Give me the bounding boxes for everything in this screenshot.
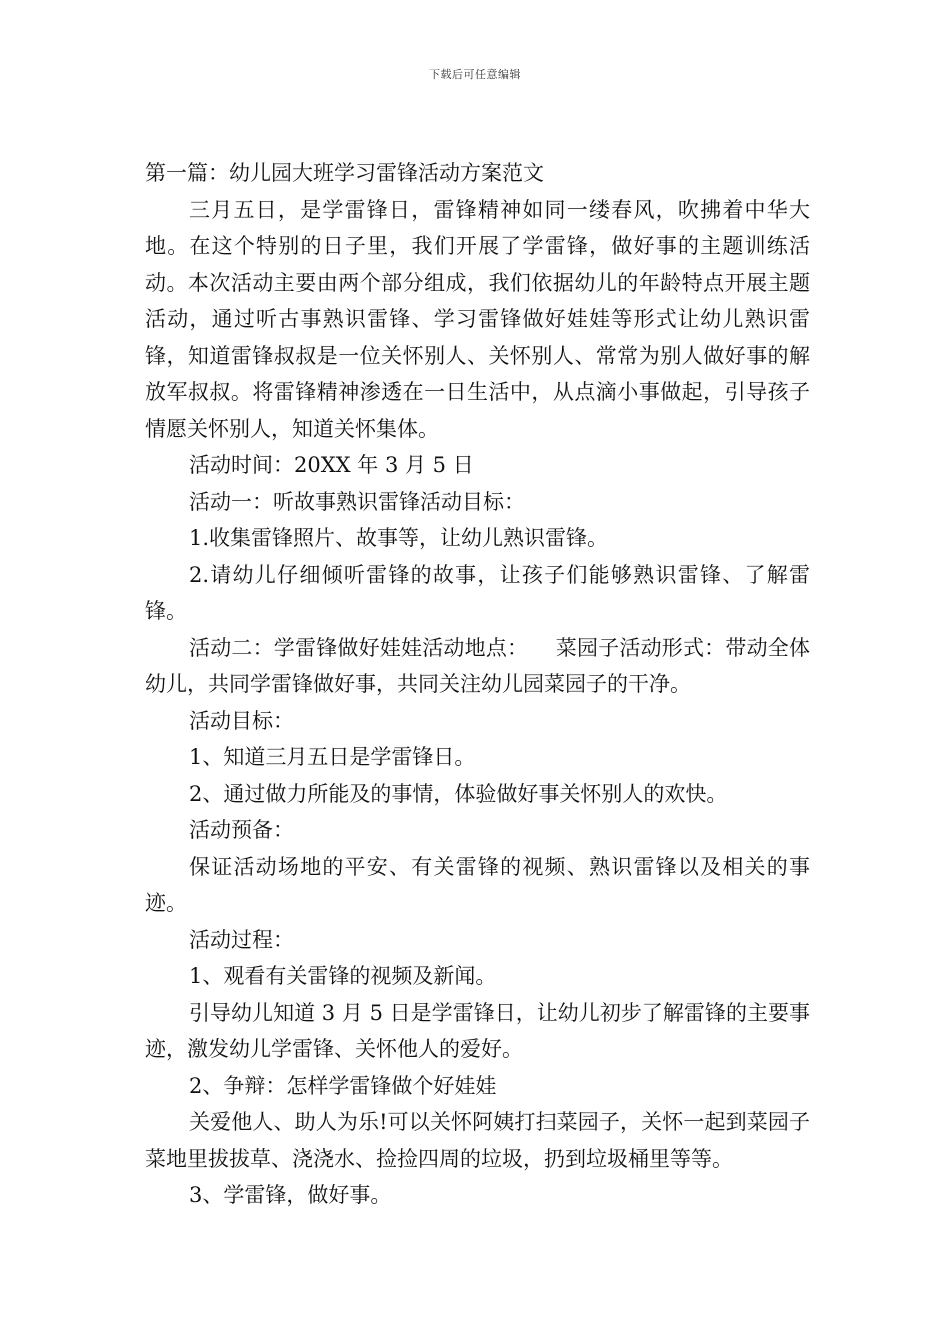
process-step-3: 3、学雷锋，做好事。 <box>189 1183 392 1207</box>
process-step-2: 2、争辩：怎样学雷锋做个好娃娃 <box>189 1073 497 1098</box>
process-step-1-text: 引导幼儿知道 3 月 5 日是学雷锋日，让幼儿初步了解雷锋的主要事迹，激发幼儿学雷锋、关怀他人的爱好。 <box>145 1000 810 1061</box>
activity-one-heading: 活动一：听故事熟识雷锋活动目标： <box>189 489 525 514</box>
activity-time: 活动时间：20XX 年 3 月 5 日 <box>189 453 474 477</box>
document-title: 第一篇：幼儿园大班学习雷锋活动方案范文 <box>145 161 544 185</box>
process-step-2-text: 关爱他人、助人为乐!可以关怀阿姨打扫菜园子，关怀一起到菜园子菜地里拔拔草、浇浇水、捡捡四周的垃圾，扔到垃圾桶里等等。 <box>145 1110 810 1171</box>
activity-one-goal-1: 1.收集雷锋照片、故事等，让幼儿熟识雷锋。 <box>189 526 609 550</box>
preparation-heading: 活动预备： <box>189 818 294 842</box>
goal-item-1: 1、知道三月五日是学雷锋日。 <box>189 745 476 769</box>
intro-paragraph: 三月五日，是学雷锋日，雷锋精神如同一缕春风，吹拂着中华大地。在这个特别的日子里，我们开展了学雷锋，做好事的主题训练活动。本次活动主要由两个部分组成，我们依据幼儿的年龄特点开展主题活动，通过听古事熟识雷锋、学习雷锋做好娃娃等形式让幼儿熟识雷锋，知道雷锋叔叔是一位关怀别人、关怀别人、常常为别人做好事的解放军叔叔。将雷锋精神渗透在一日生活中，从点滴小事做起，引导孩子情愿关怀别人，知道关怀集体。 <box>145 197 810 441</box>
process-heading: 活动过程： <box>189 927 294 952</box>
goals-heading: 活动目标： <box>189 708 294 733</box>
goal-item-2: 2、通过做力所能及的事情，体验做好事关怀别人的欢快。 <box>189 781 728 806</box>
page-header-note: 下载后可任意编辑 <box>429 68 521 81</box>
activity-one-goal-2: 2.请幼儿仔细倾听雷锋的故事，让孩子们能够熟识雷锋、了解雷锋。 <box>145 562 810 623</box>
preparation-text: 保证活动场地的平安、有关雷锋的视频、熟识雷锋以及相关的事迹。 <box>145 854 810 915</box>
document-body <box>145 155 810 1214</box>
activity-two-paragraph: 活动二：学雷锋做好娃娃活动地点： 菜园子活动形式：带动全体幼儿，共同学雷锋做好事，共同关注幼儿园菜园子的干净。 <box>145 635 810 696</box>
process-step-1: 1、观看有关雷锋的视频及新闻。 <box>189 964 497 988</box>
